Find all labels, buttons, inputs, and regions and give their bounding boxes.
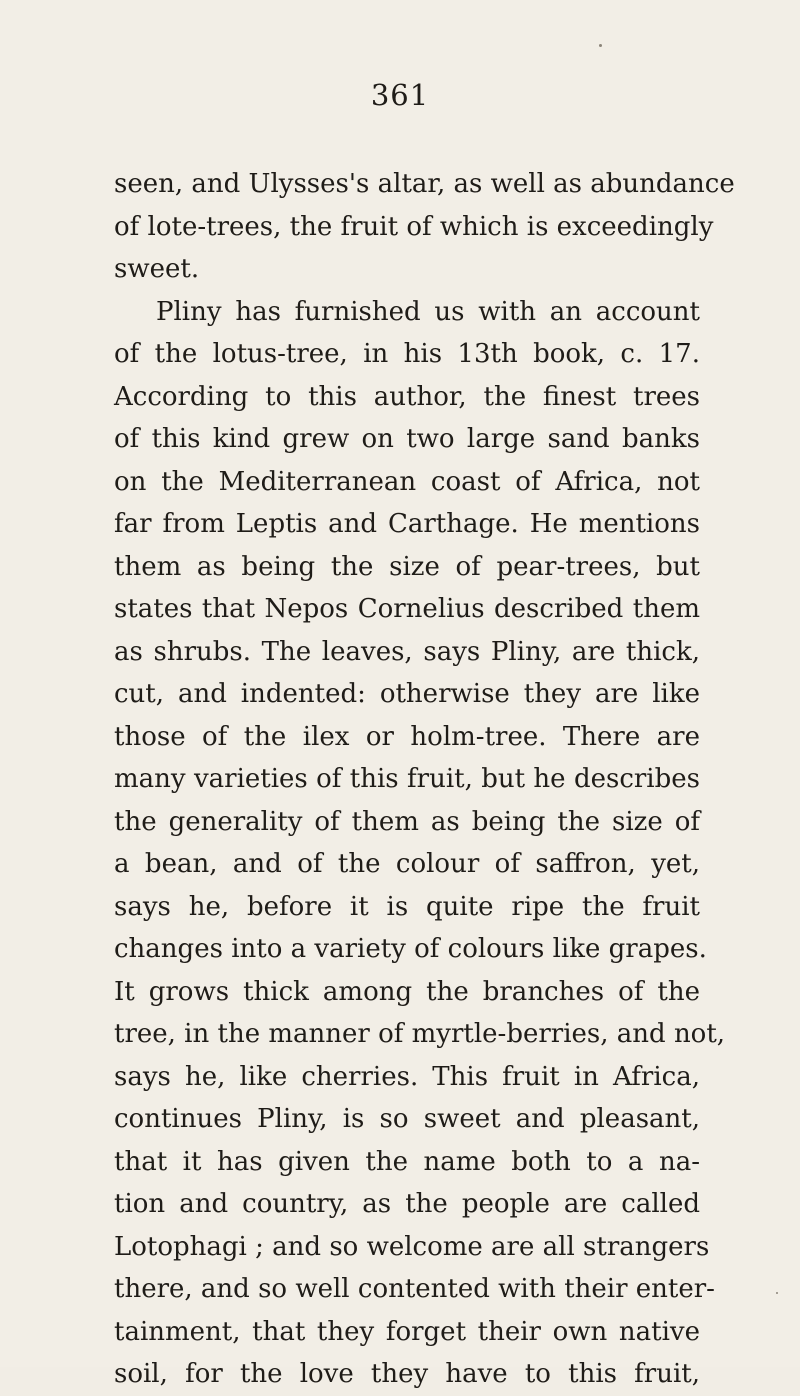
text-line: states that Nepos Cornelius described them (114, 594, 700, 624)
body-text (114, 163, 735, 1396)
text-line: soil, for the love they have to this fruit, (114, 1359, 700, 1389)
text-line: many varieties of this fruit, but he describes (114, 764, 700, 794)
page-number: 361 (370, 78, 430, 112)
paper-speck (599, 44, 602, 47)
text-line: sweet. (114, 254, 200, 284)
text-line: there, and so well contented with their enter- (114, 1274, 715, 1304)
text-line: a bean, and of the colour of saffron, yet, (114, 849, 700, 879)
text-line: as shrubs. The leaves, says Pliny, are thick, (114, 636, 700, 667)
text-line: of this kind grew on two large sand banks (114, 424, 700, 454)
text-line: continues Pliny, is so sweet and pleasant, (114, 1104, 700, 1134)
text-line: the generality of them as being the size of (114, 806, 700, 837)
text-line: Pliny has furnished us with an account (156, 296, 700, 327)
text-line: of the lotus-tree, in his 13th book, c. 17. (114, 339, 700, 369)
text-line: on the Mediterranean coast of Africa, not (114, 466, 700, 497)
text-line: Lotophagi ; and so welcome are all strangers (114, 1231, 710, 1262)
text-line: them as being the size of pear-trees, but (114, 551, 700, 582)
text-line: According to this author, the finest trees (114, 381, 700, 412)
text-line: seen, and Ulysses's altar, as well as abundance (114, 169, 735, 199)
text-line: of lote-trees, the fruit of which is exceedingly (114, 211, 714, 242)
text-line: that it has given the name both to a na- (114, 1146, 700, 1177)
text-line: changes into a variety of colours like grapes. (114, 934, 707, 964)
text-line: tree, in the manner of myrtle-berries, and not, (114, 1019, 726, 1049)
text-line: says he, before it is quite ripe the fruit (114, 891, 700, 922)
paper-speck (776, 1292, 778, 1294)
text-line: cut, and indented: otherwise they are like (114, 679, 700, 709)
text-line: far from Leptis and Carthage. He mentions (114, 509, 700, 539)
text-line: tainment, that they forget their own native (114, 1316, 700, 1347)
text-line: says he, like cherries. This fruit in Africa, (114, 1061, 700, 1092)
text-line: It grows thick among the branches of the (114, 976, 700, 1007)
text-line: tion and country, as the people are called (114, 1189, 700, 1219)
text-line: those of the ilex or holm-tree. There are (114, 721, 700, 752)
